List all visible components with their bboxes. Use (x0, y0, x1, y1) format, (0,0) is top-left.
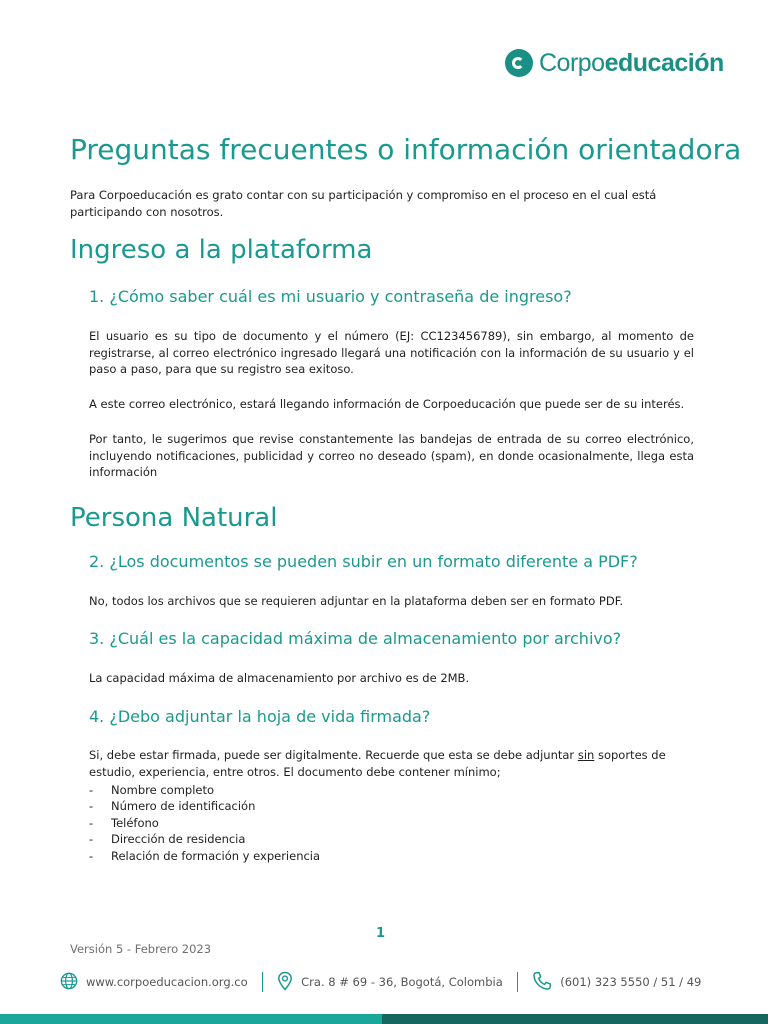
list-item: - Teléfono (89, 815, 320, 831)
answer-1-paragraph-2: A este correo electrónico, estará llegando información de Corpoeducación que puede ser de su interés. (89, 397, 685, 411)
footer-color-bar (0, 1014, 768, 1024)
answer-3: La capacidad máxima de almacenamiento por archivo es de 2MB. (89, 671, 470, 685)
section-heading-ingreso: Ingreso a la plataforma (70, 235, 373, 265)
answer-2: No, todos los archivos que se requieren adjuntar en la plataforma deben ser en formato PDF. (89, 594, 624, 608)
footer-divider (262, 972, 264, 992)
footer-bar-dark (382, 1014, 768, 1024)
phone-text: (601) 323 5550 / 51 / 49 (560, 975, 702, 989)
answer-4-text-start: Si, debe estar firmada, puede ser digitalmente. Recuerde que esta se debe adjuntar (89, 748, 578, 762)
logo-mark-icon (505, 49, 533, 77)
website-link[interactable]: www.corpoeducacion.org.co (86, 975, 248, 989)
brand-name (539, 49, 724, 78)
question-4: 4. ¿Debo adjuntar la hoja de vida firmada? (89, 707, 431, 726)
answer-4 (89, 747, 704, 780)
footer-contact (60, 970, 701, 994)
globe-icon (60, 972, 78, 993)
page-number: 1 (376, 926, 386, 941)
required-items-list (89, 782, 320, 864)
phone-icon (532, 971, 552, 994)
version-label: Versión 5 - Febrero 2023 (70, 942, 212, 956)
section-heading-persona-natural: Persona Natural (70, 503, 278, 533)
question-2: 2. ¿Los documentos se pueden subir en un formato diferente a PDF? (89, 552, 638, 571)
footer-bar-light (0, 1014, 382, 1024)
brand-name-light: Corpo (539, 48, 605, 77)
answer-1-paragraph-1: El usuario es su tipo de documento y el número (EJ: CC123456789), sin embargo, al momento de registrarse, al correo electrónico ingresado llegará una notificación con la información de su usuario y el paso a paso, para que su registro sea exitoso. (89, 329, 694, 376)
brand-logo (505, 46, 724, 80)
answer-1-paragraph-3: Por tanto, le sugerimos que revise constantemente las bandejas de entrada de su correo electrónico, incluyendo notificaciones, publicidad y correo no deseado (spam), en donde ocasionalmente, llega esta información (89, 432, 694, 479)
address-text: Cra. 8 # 69 - 36, Bogotá, Colombia (301, 975, 503, 989)
list-item: - Número de identificación (89, 798, 320, 814)
page-title: Preguntas frecuentes o información orientadora (70, 133, 742, 166)
answer-4-underlined-word: sin (577, 748, 595, 762)
location-pin-icon (277, 971, 293, 994)
brand-name-bold: educación (604, 48, 724, 77)
question-1: 1. ¿Cómo saber cuál es mi usuario y contraseña de ingreso? (89, 287, 572, 306)
list-item: - Dirección de residencia (89, 831, 320, 847)
answer-4-text-end: soportes de estudio, experiencia, entre otros. El documento debe contener mínimo; (89, 748, 666, 779)
list-item: - Nombre completo (89, 782, 320, 798)
list-item: - Relación de formación y experiencia (89, 848, 320, 864)
question-3: 3. ¿Cuál es la capacidad máxima de almacenamiento por archivo? (89, 629, 622, 648)
footer-divider (517, 972, 519, 992)
intro-text: Para Corpoeducación es grato contar con su participación y compromiso en el proceso en el cual está participando con nosotros. (70, 188, 657, 219)
